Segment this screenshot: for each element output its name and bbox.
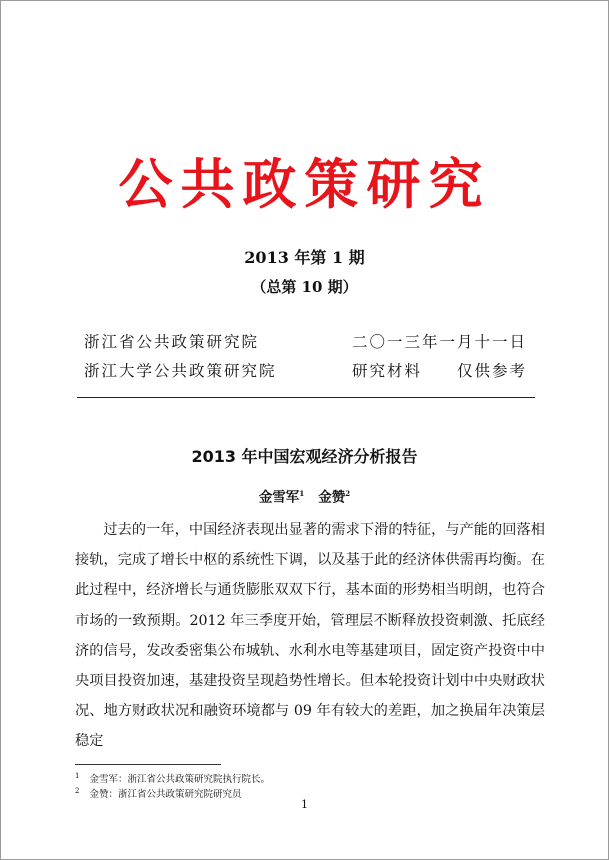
footnote-number: 1 xyxy=(75,772,80,780)
footnote-marker: 2 xyxy=(345,489,351,498)
page-number: 1 xyxy=(301,798,308,811)
footnote-marker: 1 xyxy=(299,489,305,498)
institute-name-2: 浙江大学公共政策研究院 xyxy=(84,362,277,380)
body-paragraph: 过去的一年，中国经济表现出显著的需求下滑的特征，与产能的回落相接轨，完成了增长中枢的系统性下调，以及基于此的经济体供需再均衡。在此过程中，经济增长与通货膨胀双双下行，基本面的形势相当明朗，也符合市场的一致预期。2012 年三季度开始，管理层不断释放投资刺激、托底经济的信号，发改委密集公布城轨、水利水电等基建项目，固定资产投资中中央项目投资加速，基建投资呈现趋势性增长。但本轮投资计划中中央财政状况、地方财政状况和融资环境都与 09 年有较大的差距，加之换届年决策层稳定 xyxy=(75,522,545,750)
footnote-text: 金赞：浙江省公共政策研究院研究员 xyxy=(89,789,242,801)
footnote-text: 金雪军：浙江省公共政策研究院执行院长。 xyxy=(89,774,270,786)
issue-number: 2013 年第 1 期 xyxy=(244,248,365,267)
author-name: 金赞 xyxy=(318,489,346,506)
author-line xyxy=(1,484,608,508)
material-note: 研究材料 仅供参考 xyxy=(352,362,528,380)
publication-date: 二〇一三年一月十一日 xyxy=(352,333,528,351)
footnote-number: 2 xyxy=(75,787,80,795)
report-title: 2013 年中国宏观经济分析报告 xyxy=(191,447,418,466)
author-name: 金雪军 xyxy=(258,489,300,506)
header-divider xyxy=(77,397,535,398)
footnote-divider xyxy=(75,764,221,765)
masthead-title: 公共政策研究 xyxy=(118,152,491,216)
body-text-block xyxy=(75,515,545,757)
institute-name-1: 浙江省公共政策研究院 xyxy=(84,333,260,351)
total-issue-number: （总第 10 期） xyxy=(251,278,358,296)
